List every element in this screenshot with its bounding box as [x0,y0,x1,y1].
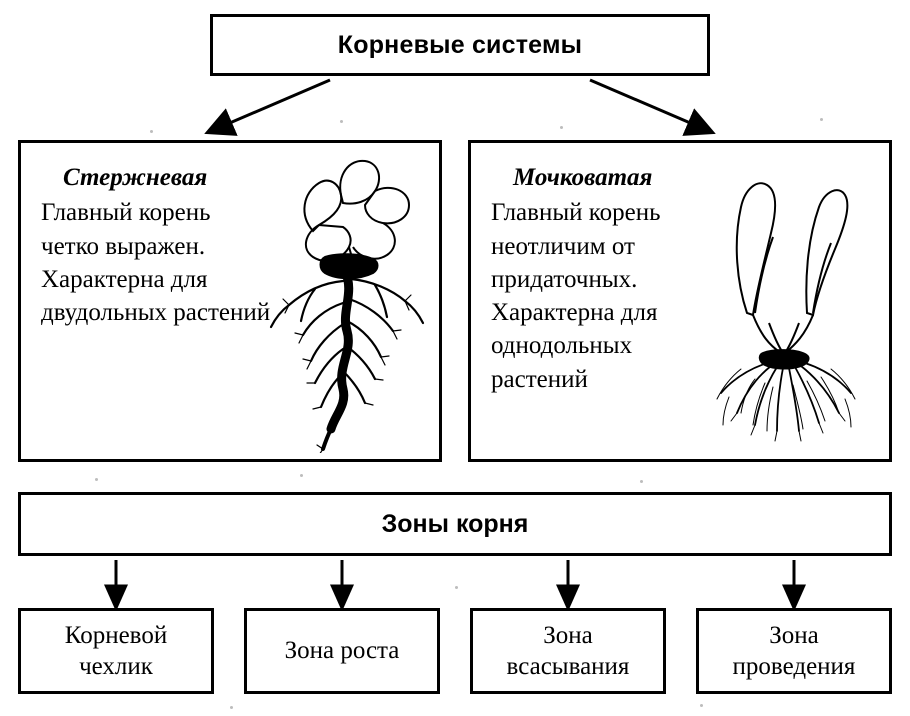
paper-speck [230,706,233,709]
root-type-name: Мочковатая [513,164,653,191]
zone-label: Корневой чехлик [64,621,168,680]
root-type-text-fibrous [491,161,723,396]
root-type-name: Стержневая [63,164,208,191]
paper-speck [560,126,563,129]
paper-speck [640,480,643,483]
root-type-text-taproot [41,161,273,329]
zone-label: Зона проведения [732,621,856,680]
root-type-card-taproot [18,140,442,462]
taproot-plant-icon [255,153,435,453]
zone-card-root-cap [18,608,214,694]
zone-card-growth [244,608,440,694]
paper-speck [820,118,823,121]
zone-label: Зона всасывания [506,621,630,680]
paper-speck [300,474,303,477]
page-title: Корневые системы [337,30,583,59]
fibrous-root-plant-icon [695,163,881,453]
paper-speck [700,704,703,707]
root-type-description: Главный корень четко выражен. Характерна для двудольных растений [41,199,271,326]
zone-card-absorption [470,608,666,694]
root-type-card-fibrous [468,140,892,462]
paper-speck [95,478,98,481]
paper-speck [340,120,343,123]
root-zones-title: Зоны корня [381,509,529,538]
paper-speck [150,130,153,133]
zone-label: Зона роста [284,637,400,665]
root-systems-title-box [210,14,710,76]
root-type-description: Главный корень неотличим от придаточных. Характерна для однодольных растений [491,199,661,393]
root-zones-header-box [18,492,892,556]
paper-speck [455,586,458,589]
zone-card-conduction [696,608,892,694]
